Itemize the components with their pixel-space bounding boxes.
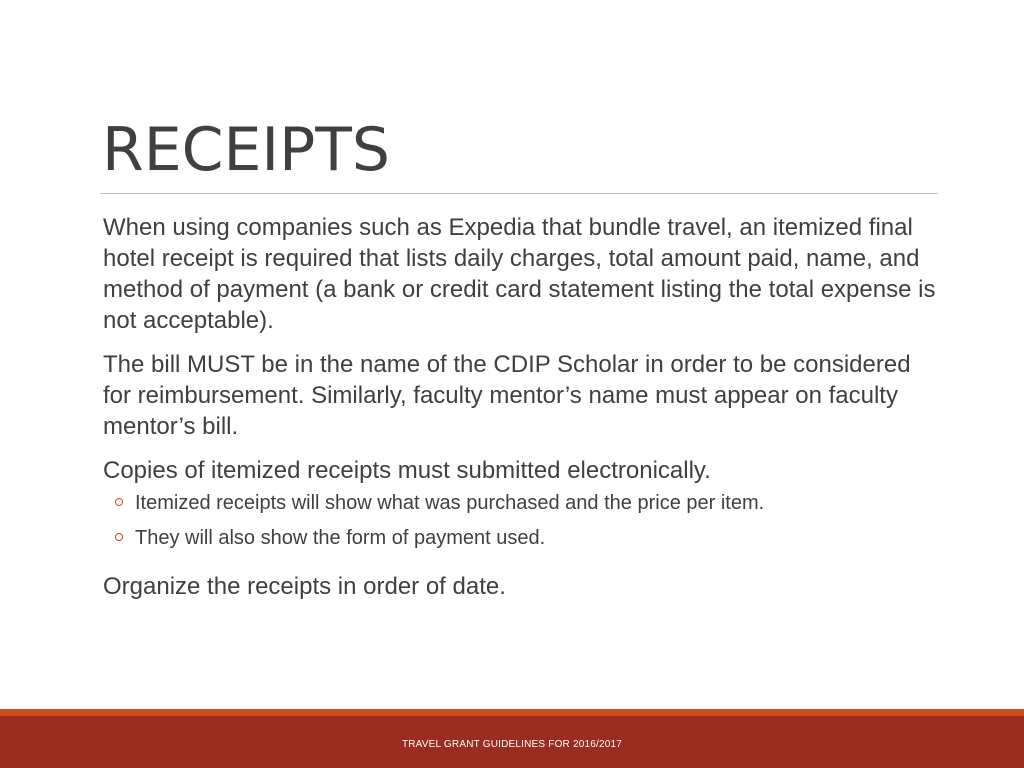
- slide-title: RECEIPTS: [102, 115, 391, 185]
- bullet-list: [103, 490, 938, 551]
- paragraph-itemized-receipt: When using companies such as Expedia that bundle travel, an itemized final hotel receipt is required that lists daily charges, total amount paid, name, and method of payment (a bank or credit card statement listing the total expense is not acceptable).: [103, 214, 936, 334]
- bullet-item: [103, 525, 938, 551]
- title-divider: [100, 193, 938, 194]
- bullet-text: Itemized receipts will show what was purchased and the price per item.: [135, 492, 765, 514]
- footer-accent-stripe: [0, 709, 1024, 716]
- hollow-circle-icon: [115, 533, 123, 541]
- slide-body: [103, 212, 938, 615]
- footer-text: TRAVEL GRANT GUIDELINES FOR 2016/2017: [401, 739, 623, 750]
- paragraph-bill-name: The bill MUST be in the name of the CDIP Scholar in order to be considered for reimbursement. Similarly, faculty mentor’s name must appear on faculty mentor’s bill.: [103, 351, 911, 440]
- bullet-item: [103, 490, 938, 516]
- hollow-circle-icon: [115, 498, 123, 506]
- paragraph-copies-electronic: Copies of itemized receipts must submitted electronically.: [103, 457, 711, 484]
- paragraph-organize-by-date: Organize the receipts in order of date.: [103, 573, 506, 600]
- bullet-text: They will also show the form of payment used.: [135, 527, 546, 549]
